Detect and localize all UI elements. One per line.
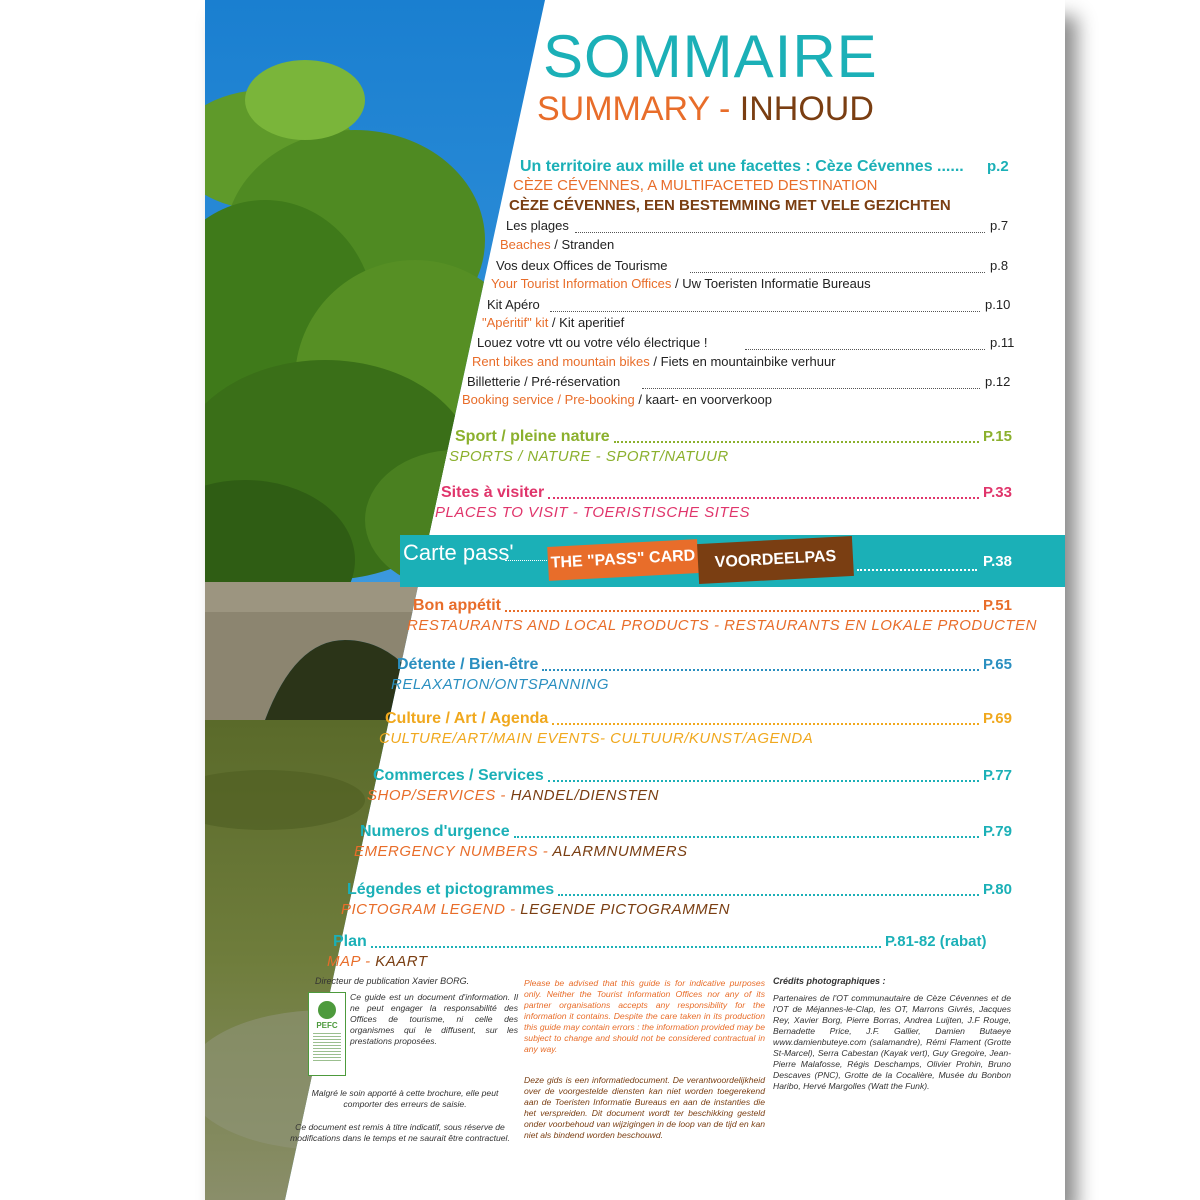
sub-item-nl: kaart- en voorverkoop (645, 392, 772, 407)
sub-item-fr: Vos deux Offices de Tourisme (496, 258, 668, 273)
section-en: PICTOGRAM LEGEND (341, 901, 506, 918)
dot-leader (552, 723, 979, 725)
sub-item-page: p.7 (990, 218, 1009, 233)
section-en: EMERGENCY NUMBERS (354, 843, 539, 860)
section-translation (435, 504, 750, 521)
sub-item-fr: Louez votre vtt ou votre vélo électrique ! (477, 335, 708, 350)
section-page: P.15 (983, 428, 1012, 445)
section-separator: - (360, 953, 376, 970)
section-heading: Détente / Bien-être (397, 656, 539, 673)
brochure-page (205, 0, 1065, 1200)
section-translation (327, 953, 428, 970)
section-translation (379, 730, 813, 747)
subtitle-separator: - (709, 90, 740, 128)
page-subtitle (537, 90, 874, 129)
sub-item-fr: Kit Apéro (487, 297, 540, 312)
footer-fr-text-3: Ce document est remis à titre indicatif, sous réserve de modifications dans le temps et ne saurait être contractuel. (290, 1122, 510, 1143)
intro-en: CÈZE CÉVENNES, A MULTIFACETED DESTINATION (513, 177, 878, 194)
sub-item-en: Your Tourist Information Offices (491, 276, 672, 291)
section-en: RELAXATION (391, 676, 490, 693)
section-translation (367, 787, 659, 804)
section-separator: - (590, 448, 606, 465)
intro-page: p.2 (987, 158, 1009, 175)
section-heading: Culture / Art / Agenda (385, 710, 549, 727)
credits-title: Crédits photographiques : (773, 976, 886, 986)
sub-item-translation: "Apéritif" kit / Kit aperitief (482, 315, 625, 330)
sub-item-translation: Your Tourist Information Offices / Uw Toeristen Informatie Bureaus (491, 276, 871, 291)
pefc-logo (308, 992, 346, 1076)
footer-fr-text-2: Malgré le soin apporté à cette brochure, elle peut comporter des erreurs de saisie. (311, 1088, 499, 1109)
section-heading: Sport / pleine nature (455, 428, 610, 445)
sub-item-translation: Rent bikes and mountain bikes / Fiets en mountainbike verhuur (472, 354, 836, 369)
section-translation (391, 676, 609, 693)
subtitle-en: SUMMARY (537, 90, 710, 128)
sub-item-nl: Uw Toeristen Informatie Bureaus (682, 276, 871, 291)
section-heading: Commerces / Services (373, 767, 544, 784)
sub-item-page: p.10 (985, 297, 1011, 312)
section-page: P.65 (983, 656, 1012, 673)
sub-item-fr: Billetterie / Pré-réservation (467, 374, 621, 389)
section-page: P.33 (983, 484, 1012, 501)
intro-heading: Un territoire aux mille et une facettes : Cèze Cévennes ...... (520, 158, 964, 175)
section-nl: SPORT/NATUUR (605, 448, 729, 465)
footer-fr-text-1: Ce guide est un document d'information. Il ne peut engager la responsabilité des Offices de tourisme, ni celle des organismes qui le diffusent, sur les prestations proposées. (350, 992, 518, 1046)
section-translation (354, 843, 688, 860)
footer-nl-text: Deze gids is een informatiedocument. De verantwoordelijkheid over de voorgestelde diensten kan niet worden toegerekend aan de Toeristen Informatie Bureaus en aan de instanties die het verspreiden. Dit document wordt ter beschikking gesteld onder voorbehoud van wijzigingen in de loop van de tijd en kan niet als bindend worden beschouwd. (524, 1075, 765, 1140)
sub-item-translation: Booking service / Pre-booking / kaart- en voorverkoop (462, 392, 772, 407)
pass-tag-nl: VOORDEELPAS (697, 536, 854, 584)
section-separator: - (709, 617, 725, 634)
section-nl: ONTSPANNING (494, 676, 609, 693)
dot-leader (548, 497, 979, 499)
section-heading: Numeros d'urgence (360, 823, 510, 840)
section-nl: RESTAURANTS EN LOKALE PRODUCTEN (724, 617, 1037, 634)
sub-item-page: p.12 (985, 374, 1011, 389)
sub-item-translation: Beaches / Stranden (500, 237, 615, 252)
section-nl: TOERISTISCHE SITES (582, 504, 751, 521)
section-separator: - (568, 504, 583, 521)
section-page: P.77 (983, 767, 1012, 784)
section-separator: - (538, 843, 553, 860)
sub-item-en: Booking service / Pre-booking (462, 392, 635, 407)
section-translation (341, 901, 730, 918)
sub-item-nl: Kit aperitief (559, 315, 625, 330)
section-heading: Plan (333, 933, 367, 950)
section-heading: Sites à visiter (441, 484, 545, 501)
footer-en-text: Please be advised that this guide is for indicative purposes only. Neither the Tourist Information Offices nor any of its partner organisations accepts any responsibility for the information it contains. Despite the care taken in its production this guide may contain errors : the information provided may be subject to change and should not be considered contractual in any way. (524, 978, 765, 1054)
sub-item-nl: Stranden (561, 237, 615, 252)
section-translation (407, 617, 1037, 634)
dot-leader (514, 836, 979, 838)
section-page: P.51 (983, 597, 1012, 614)
section-page: P.69 (983, 710, 1012, 727)
section-en: PLACES TO VISIT (435, 504, 569, 521)
section-en: SPORTS / NATURE (449, 448, 591, 465)
page-title: SOMMAIRE (543, 23, 878, 90)
pass-tag-en: THE "PASS" CARD (547, 539, 699, 581)
credits-text: Partenaires de l'OT communautaire de Cèze Cévennes et de l'OT de Méjannes-le-Clap, les OT, Marrons Givrés, Jacques Rey, Xavier Borg, Pierre Borras, Andrea Luijten, J.F Rouge, Bernadette Price, J.F. Gallier, Damien Butaeye www.damienbuteye.com (salamandre), Rémi Flament (Grotte St-Marcel), Serra Cabestan (Kayak vert), Guy Gregoire, Jean-Pierre Malafosse, Régis Deschamps, Olivier Prohin, Bruno Descaves (PNC), Grotte de la Cocalière, Musée du Bonbon Haribo, Hervé Margolles (Watt the Funk). (773, 993, 1011, 1091)
section-separator: - (599, 730, 611, 747)
section-en: CULTURE/ART/MAIN EVENTS (379, 730, 600, 747)
section-nl: HANDEL/DIENSTEN (510, 787, 659, 804)
publication-director: Directeur de publication Xavier BORG. (315, 976, 470, 986)
section-separator: / (489, 676, 495, 693)
section-separator: - (505, 901, 521, 918)
section-nl: KAART (375, 953, 428, 970)
dot-leader (558, 894, 979, 896)
sub-item-page: p.11 (990, 335, 1015, 350)
dot-leader (542, 669, 979, 671)
dot-leader (505, 610, 979, 612)
section-heading: Bon appétit (413, 597, 501, 614)
section-en: SHOP/SERVICES (367, 787, 496, 804)
section-en: RESTAURANTS AND LOCAL PRODUCTS (407, 617, 710, 634)
sub-item-fr: Les plages (506, 218, 569, 233)
section-nl: LEGENDE PICTOGRAMMEN (520, 901, 731, 918)
section-page: P.79 (983, 823, 1012, 840)
dot-leader (614, 441, 979, 443)
section-separator: - (495, 787, 511, 804)
sub-item-nl: Fiets en mountainbike verhuur (660, 354, 836, 369)
intro-nl: CÈZE CÉVENNES, EEN BESTEMMING MET VELE GEZICHTEN (509, 197, 951, 214)
dot-leader (548, 780, 979, 782)
sub-item-en: Rent bikes and mountain bikes (472, 354, 650, 369)
section-en: MAP (327, 953, 361, 970)
section-nl: CULTUUR/KUNST/AGENDA (610, 730, 814, 747)
section-translation (449, 448, 729, 465)
pass-page: P.38 (983, 553, 1012, 570)
section-page: P.81-82 (rabat) (885, 933, 987, 950)
pefc-label: PEFC (316, 1021, 338, 1030)
pefc-tree-icon (318, 1001, 336, 1019)
section-heading: Légendes et pictogrammes (347, 881, 555, 898)
pass-title: Carte pass' (403, 540, 514, 565)
sub-item-page: p.8 (990, 258, 1009, 273)
sub-item-en: "Apéritif" kit (482, 315, 549, 330)
subtitle-nl: INHOUD (739, 90, 874, 128)
section-page: P.80 (983, 881, 1012, 898)
section-nl: ALARMNUMMERS (552, 843, 688, 860)
sub-item-en: Beaches (500, 237, 551, 252)
dot-leader (371, 946, 881, 948)
